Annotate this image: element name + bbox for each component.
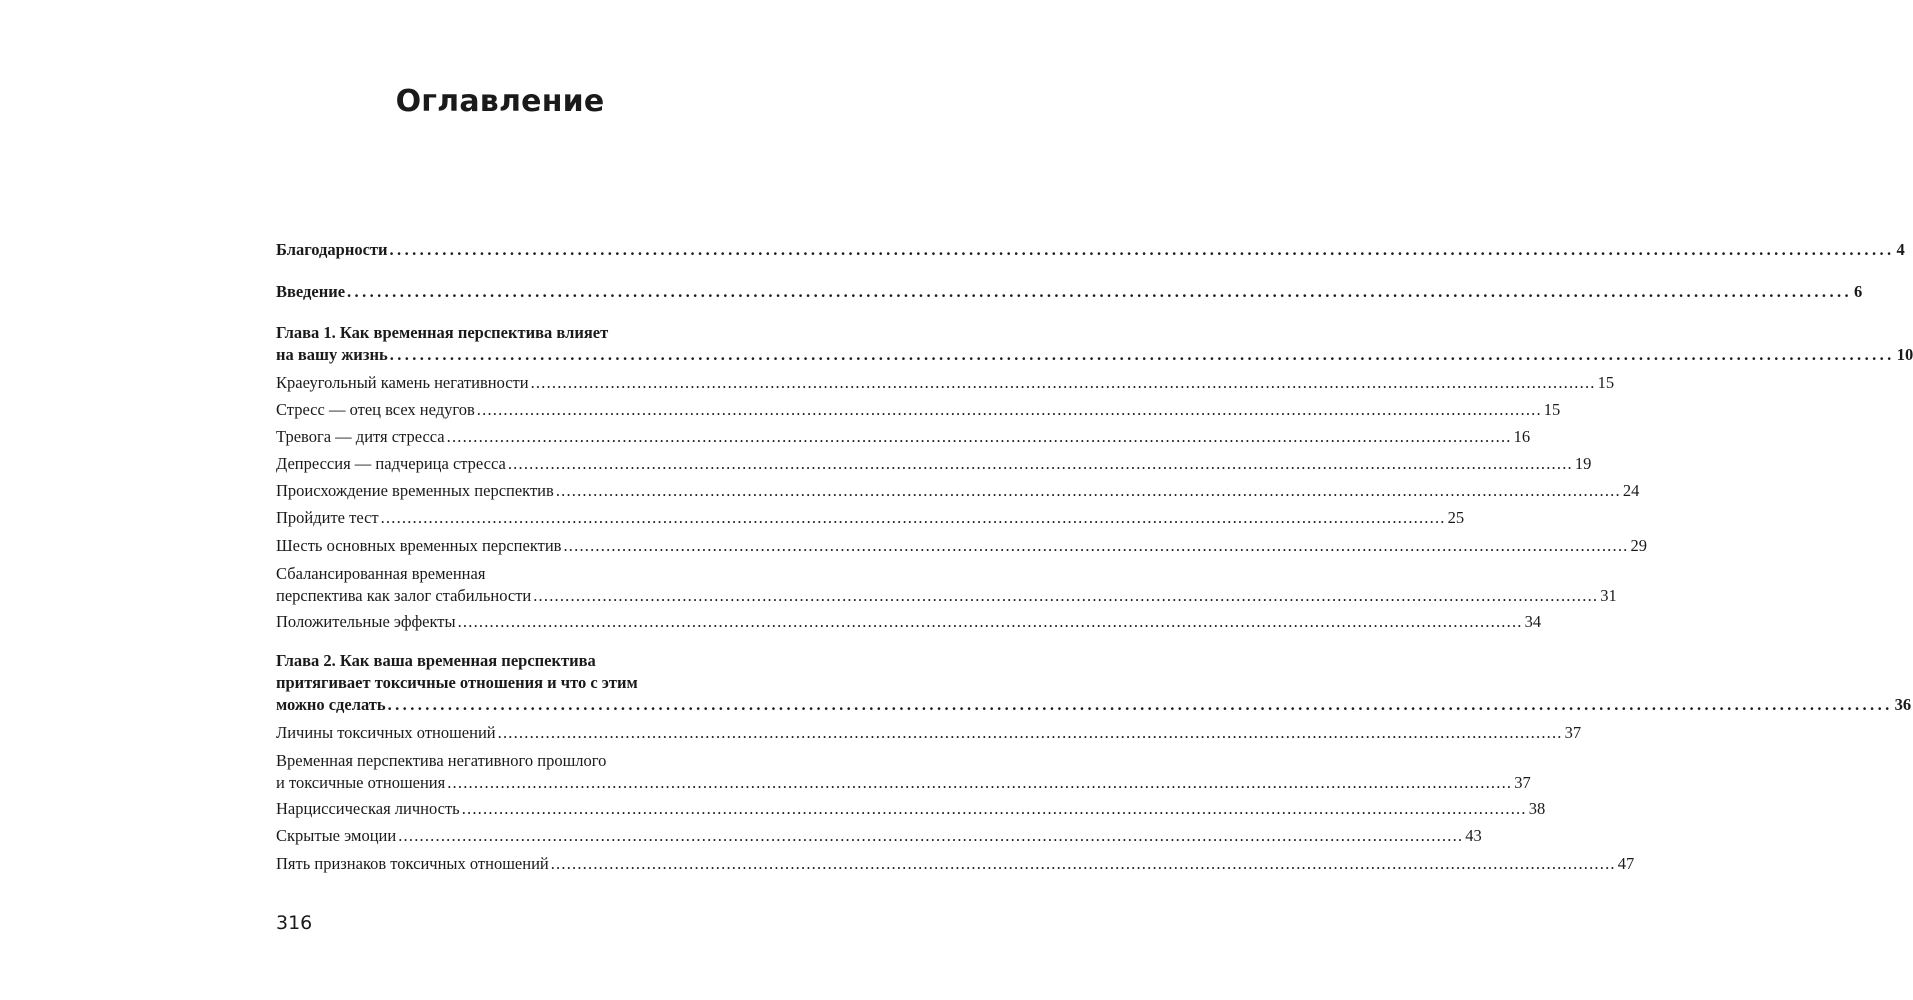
dot-leader: ........................................................................................................................................................................................................ [507, 454, 1573, 473]
toc-entry-page: 6 [1854, 282, 1863, 301]
dot-leader: ........................................................................................................................................................................................................ [447, 773, 1513, 792]
dot-leader: ........................................................................................................................................................................................................ [347, 282, 1853, 301]
toc-entry [276, 611, 1542, 633]
dot-leader: ........................................................................................................................................................................................................ [389, 345, 1895, 364]
dot-leader: ........................................................................................................................................................................................................ [476, 400, 1542, 419]
toc-entry [276, 853, 1635, 875]
dot-leader: ........................................................................................................................................................................................................ [457, 612, 1523, 631]
toc-entry-page: 4 [1896, 240, 1905, 259]
dot-leader: ........................................................................................................................................................................................................ [461, 799, 1527, 818]
dot-leader: ........................................................................................................................................................................................................ [398, 826, 1464, 845]
toc-entry-acknowledgements [276, 239, 1905, 261]
dot-leader: ........................................................................................................................................................................................................ [550, 854, 1616, 873]
dot-leader: ........................................................................................................................................................................................................ [555, 481, 1621, 500]
toc-entry [276, 825, 1482, 847]
toc-entry-page: 37 [1564, 723, 1582, 742]
page-title: Оглавление [395, 84, 605, 119]
toc-entry-title: Скрытые эмоции [276, 826, 397, 845]
dot-leader: ........................................................................................................................................................................................................ [446, 427, 1512, 446]
toc-entry-page: 25 [1447, 508, 1465, 527]
toc-entry [276, 372, 1615, 394]
toc-entry-page: 19 [1574, 454, 1592, 473]
toc-entry-chapter-2 [276, 650, 1912, 716]
toc-entry [276, 399, 1561, 421]
dot-leader: ........................................................................................................................................................................................................ [387, 695, 1893, 714]
toc-entry-page: 10 [1896, 345, 1913, 364]
dot-leader: ........................................................................................................................................................................................................ [389, 240, 1895, 259]
toc-entry-title: Благодарности [276, 240, 388, 259]
toc-entry-page: 15 [1543, 400, 1561, 419]
toc-entry-page: 37 [1514, 773, 1531, 792]
toc-entry-page: 47 [1617, 854, 1635, 873]
toc-entry-title-line: Глава 1. Как временная перспектива влияет [276, 323, 609, 342]
toc-entry-title-line: Сбалансированная временная [276, 564, 486, 583]
toc-entry [276, 507, 1465, 529]
dot-leader: ........................................................................................................................................................................................................ [533, 586, 1599, 605]
toc-entry [276, 798, 1546, 820]
toc-entry-title: можно сделать [276, 695, 386, 714]
toc-entry-title: Пройдите тест [276, 508, 379, 527]
toc-entry-title: Пять признаков токсичных отношений [276, 854, 549, 873]
dot-leader: ........................................................................................................................................................................................................ [497, 723, 1563, 742]
dot-leader: ........................................................................................................................................................................................................ [380, 508, 1446, 527]
toc-entry-title: Стресс — отец всех недугов [276, 400, 475, 419]
toc-entry-title: и токсичные отношения [276, 773, 446, 792]
dot-leader: ........................................................................................................................................................................................................ [563, 536, 1629, 555]
toc-entry-title-line: притягивает токсичные отношения и что с этим [276, 673, 638, 692]
toc-entry-page: 24 [1622, 481, 1640, 500]
toc-entry-page: 31 [1600, 586, 1617, 605]
toc-entry-title-line: Временная перспектива негативного прошлого [276, 751, 607, 770]
toc-entry [276, 426, 1531, 448]
toc-entry [276, 535, 1647, 557]
toc-entry [276, 722, 1582, 744]
toc-entry-page: 38 [1528, 799, 1546, 818]
toc-entry-page: 16 [1513, 427, 1531, 446]
toc-entry [276, 453, 1592, 475]
page-number: 316 [276, 912, 313, 934]
toc-entry-page: 29 [1630, 536, 1647, 555]
toc-entry-page: 43 [1465, 826, 1482, 845]
toc-entry [276, 480, 1640, 502]
toc-entry-title-line: Глава 2. Как ваша временная перспектива [276, 651, 596, 670]
toc-entry-introduction [276, 281, 1863, 303]
toc-entry-title: Происхождение временных перспектив [276, 481, 554, 500]
toc-entry [276, 563, 1617, 607]
toc-entry-title: на вашу жизнь [276, 345, 388, 364]
toc-entry-page: 34 [1524, 612, 1542, 631]
toc-entry-chapter-1 [276, 322, 1913, 366]
toc-entry-page: 15 [1597, 373, 1615, 392]
dot-leader: ........................................................................................................................................................................................................ [530, 373, 1596, 392]
toc-entry-title: Тревога — дитя стресса [276, 427, 445, 446]
toc-entry-title: перспектива как залог стабильности [276, 586, 532, 605]
toc-entry-title: Депрессия — падчерица стресса [276, 454, 506, 473]
toc-entry-title: Шесть основных временных перспектив [276, 536, 562, 555]
toc-entry-page: 36 [1894, 695, 1912, 714]
toc-entry-title: Введение [276, 282, 346, 301]
toc-entry [276, 750, 1531, 794]
toc-entry-title: Краеугольный камень негативности [276, 373, 529, 392]
toc-entry-title: Положительные эффекты [276, 612, 456, 631]
toc-entry-title: Нарциссическая личность [276, 799, 460, 818]
toc-entry-title: Личины токсичных отношений [276, 723, 496, 742]
